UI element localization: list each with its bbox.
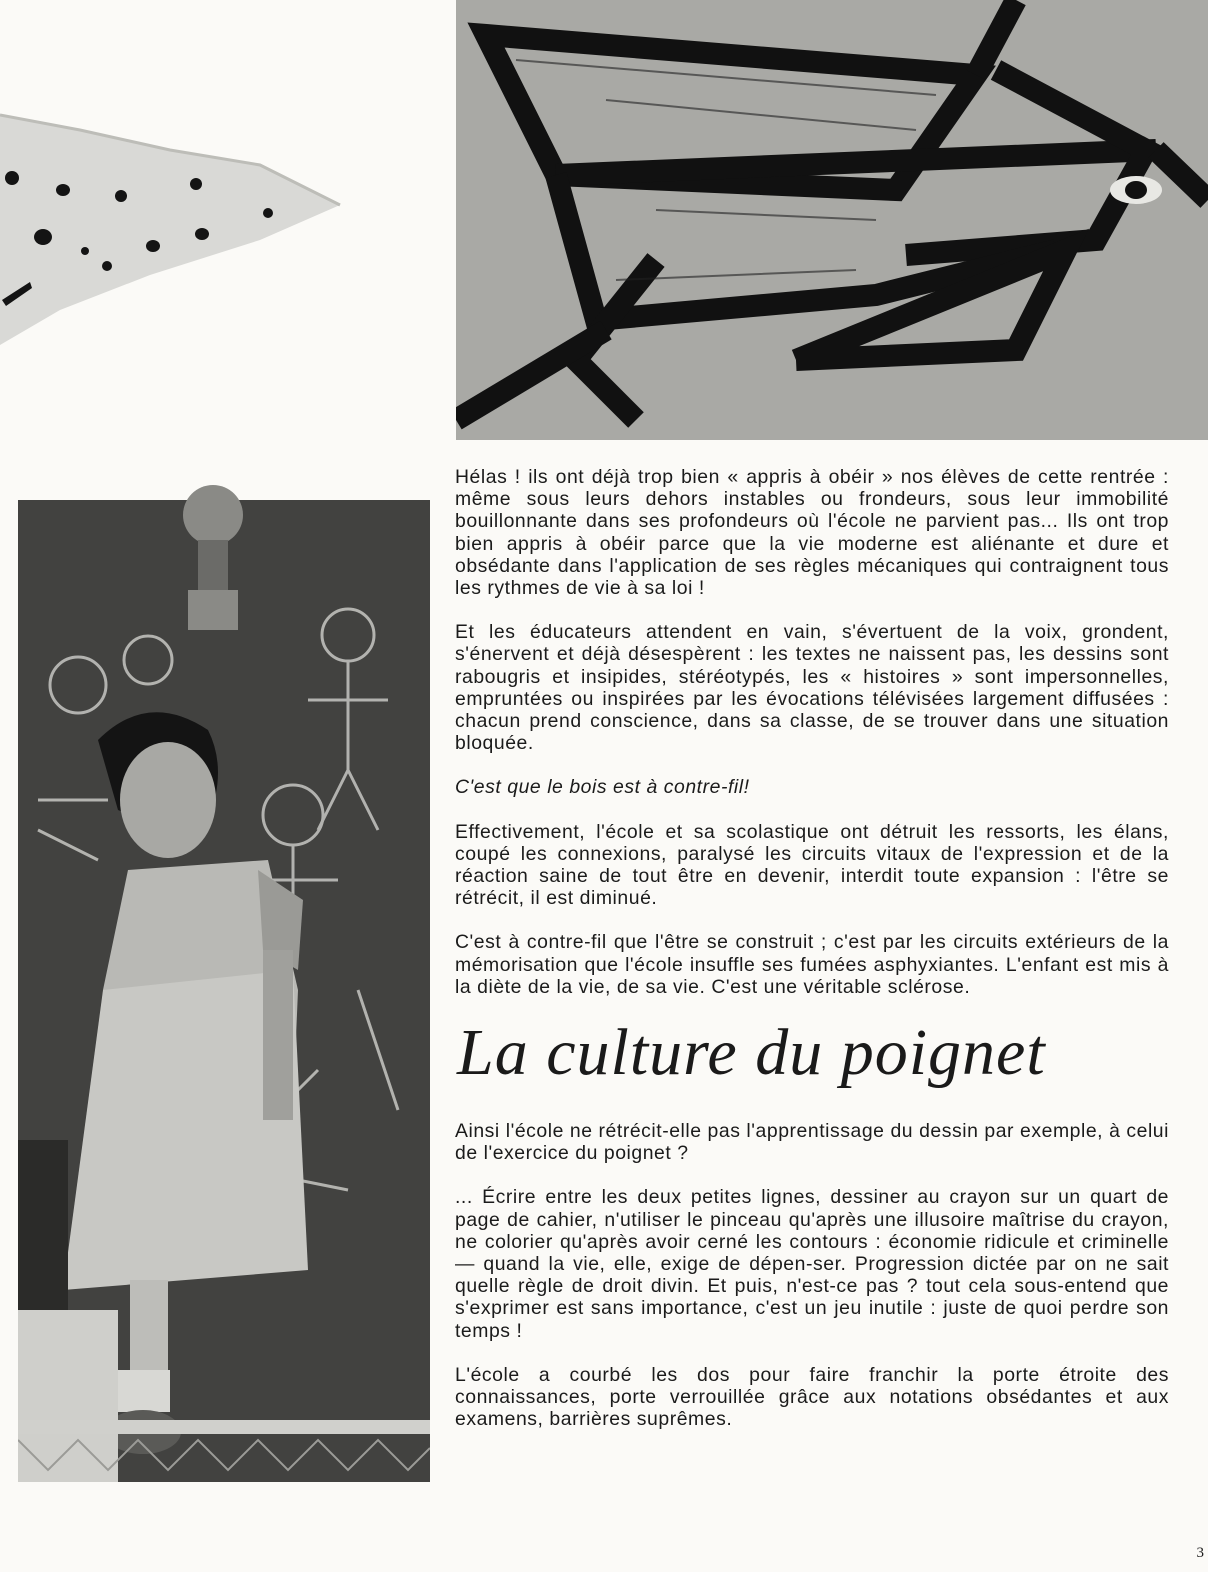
italic-paragraph: C'est que le bois est à contre-fil! (455, 776, 750, 799)
article-body (455, 466, 1169, 1453)
spotted-triangle-artwork (0, 0, 452, 350)
paragraph: C'est à contre-fil que l'être se construit ; c'est par les circuits extérieurs de la mémorisation que l'école insuffle ses fumées asphyxiantes. L'enfant est mis à la diète de la vie, de sa vie. C'est une véritable sclérose. (455, 931, 1169, 998)
page-number: 3 (1196, 1545, 1204, 1561)
fish-drawing-artwork (456, 0, 1208, 440)
paragraph: Ainsi l'école ne rétrécit-elle pas l'apprentissage du dessin par exemple, à celui de l'exercice du poignet ? (455, 1120, 1169, 1165)
paragraph: Et les éducateurs attendent en vain, s'évertuent de la voix, grondent, s'énervent et déjà désespèrent : les textes ne naissent pas, les dessins sont rabougris et insipides, stéréotypés, les « histoires » sont impersonnelles, empruntées ou inspirées par les évocations télévisées largement diffusées : chacun prend conscience, dans sa classe, de se trouver dans une situation bloquée. (455, 621, 1169, 755)
paragraph: L'école a courbé les dos pour faire franchir la porte étroite des connaissances, porte verrouillée grâce aux notations obsédantes et aux examens, barrières suprêmes. (455, 1363, 1169, 1431)
section-heading: La culture du poignet (457, 1016, 1046, 1090)
paragraph: Hélas ! ils ont déjà trop bien « appris à obéir » nos élèves de cette rentrée : même sous leurs dehors instables ou frondeurs, sous leur immobilité bouillonnante dans ses profondeurs où l'école ne parvient pas... Ils ont trop bien appris à obéir parce que la vie moderne est aliénante et dure et obsédante dans l'application de ses règles mécaniques qui contraignent tous les rythmes de vie à sa loi ! (455, 466, 1169, 600)
paragraph: ... Écrire entre les deux petites lignes, dessiner au crayon sur un quart de page de cahier, n'utiliser le pinceau qu'après une illusoire maîtrise du crayon, ne colorier qu'après avoir cerné les contours : économie ridicule et criminelle — quand la vie, elle, exige de dépen-ser. Progression dictée par on ne sait quelle règle de droit divin. Et puis, n'est-ce pas ? tout cela sous-entend que s'exprimer est sans importance, c'est un jeu inutile : juste de quoi perdre son temps ! (455, 1186, 1169, 1342)
paragraph: Effectivement, l'école et sa scolastique ont détruit les ressorts, les élans, coupé les connexions, paralysé les circuits vitaux de l'expression et de la réaction saine de tout être en devenir, interdit toute expansion : l'être se rétrécit, il est diminué. (455, 820, 1169, 910)
child-at-chalkboard-photo (18, 470, 430, 1482)
